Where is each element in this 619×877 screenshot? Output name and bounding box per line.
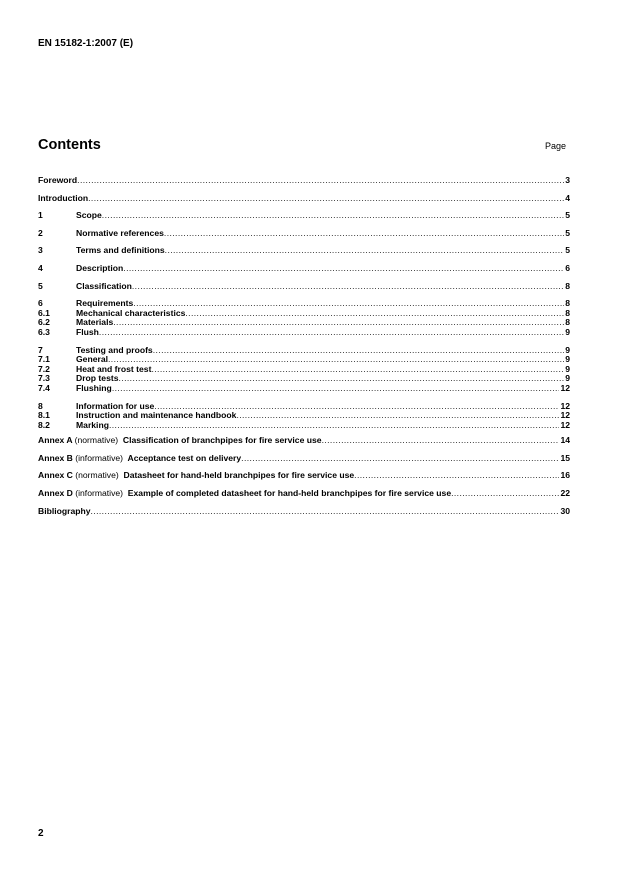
- toc-entry-page: 9: [565, 326, 570, 337]
- toc-entry-title: Classification of branchpipes for fire service use: [122, 435, 322, 446]
- toc-entry-page: 16: [560, 470, 570, 481]
- toc-entry-title: Terms and definitions: [76, 245, 165, 256]
- toc-entry-page: 5: [565, 227, 570, 238]
- toc-entry-mechanical[interactable]: [38, 309, 570, 319]
- toc-entry-page: 5: [565, 245, 570, 256]
- toc-entry-title: Scope: [76, 210, 102, 221]
- toc-entry-number: 8.1: [38, 410, 50, 421]
- toc-entry-number: 7.4: [38, 382, 50, 393]
- toc-entry-title: Mechanical characteristics: [76, 307, 186, 318]
- toc-entry-page: 3: [565, 175, 570, 185]
- toc-entry-title: Acceptance test on delivery: [127, 452, 242, 463]
- toc-entry-title: Datasheet for hand-held branchpipes for fire service use: [123, 470, 355, 481]
- toc-entry-annex-d[interactable]: [38, 489, 570, 499]
- document-id: EN 15182-1:2007 (E): [38, 38, 134, 49]
- toc-entry-page: 9: [565, 373, 570, 384]
- toc-entry-page: 12: [560, 400, 570, 411]
- toc-entry-page: 12: [560, 410, 570, 421]
- table-of-contents: [38, 176, 570, 516]
- toc-entry-page: 9: [565, 344, 570, 355]
- toc-entry-number: 6.3: [38, 326, 50, 337]
- toc-entry-page: 15: [560, 452, 570, 463]
- toc-entry-number: 3: [38, 245, 43, 256]
- annex-qualifier: (informative): [75, 452, 124, 463]
- toc-entry-bibliography[interactable]: [38, 507, 570, 517]
- toc-entry-materials[interactable]: [38, 318, 570, 328]
- toc-entry-title: Example of completed datasheet for hand-held branchpipes for fire service use: [127, 488, 452, 499]
- toc-entry-page: 30: [560, 505, 570, 516]
- toc-entry-title: Materials: [76, 317, 114, 328]
- toc-entry-classification[interactable]: [38, 282, 570, 292]
- annex-qualifier: (informative): [75, 488, 124, 499]
- page-number: 2: [38, 828, 44, 839]
- toc-entry-title: Classification: [76, 280, 132, 291]
- toc-entry-page: 4: [565, 192, 570, 203]
- toc-entry-title: Heat and frost test: [76, 363, 152, 374]
- toc-entry-number: 7.1: [38, 354, 50, 365]
- toc-entry-page: 22: [560, 488, 570, 499]
- toc-entry-flushing[interactable]: [38, 384, 570, 394]
- toc-entry-drop-tests[interactable]: [38, 374, 570, 384]
- toc-entry-title: Flush: [76, 326, 99, 337]
- toc-entry-title: Requirements: [76, 298, 134, 309]
- toc-entry-title: Instruction and maintenance handbook: [76, 410, 237, 421]
- toc-entry-annex-b[interactable]: [38, 454, 570, 464]
- toc-entry-page: 12: [560, 419, 570, 430]
- toc-entry-annex-a[interactable]: [38, 436, 570, 446]
- toc-entry-number: 7.3: [38, 373, 50, 384]
- annex-label: Annex B: [38, 452, 73, 463]
- annex-qualifier: (normative): [75, 470, 119, 481]
- toc-entry-title: Testing and proofs: [76, 344, 153, 355]
- toc-entry-title: Description: [76, 262, 124, 273]
- toc-entry-page: 9: [565, 363, 570, 374]
- toc-entry-page: 5: [565, 210, 570, 221]
- toc-entry-page: 6: [565, 262, 570, 273]
- annex-label: Annex C: [38, 470, 73, 481]
- toc-entry-number: 8: [38, 400, 43, 411]
- toc-entry-number: 6: [38, 298, 43, 309]
- toc-entry-description[interactable]: [38, 264, 570, 274]
- toc-entry-page: 12: [560, 382, 570, 393]
- toc-entry-flush[interactable]: [38, 328, 570, 338]
- toc-entry-annex-c[interactable]: [38, 471, 570, 481]
- toc-entry-title: Marking: [76, 419, 109, 430]
- toc-entry-page: 8: [565, 280, 570, 291]
- toc-entry-page: 8: [565, 298, 570, 309]
- toc-entry-introduction[interactable]: [38, 194, 570, 204]
- toc-entry-number: 5: [38, 280, 43, 291]
- toc-entry-number: 1: [38, 210, 43, 221]
- toc-entry-number: 6.1: [38, 307, 50, 318]
- annex-label: Annex D: [38, 488, 73, 499]
- toc-entry-handbook[interactable]: [38, 411, 570, 421]
- toc-entry-number: 4: [38, 262, 43, 273]
- toc-entry-scope[interactable]: [38, 211, 570, 221]
- toc-entry-testing[interactable]: [38, 346, 570, 356]
- toc-entry-normative-references[interactable]: [38, 229, 570, 239]
- toc-entry-marking[interactable]: [38, 421, 570, 431]
- toc-entry-page: 9: [565, 354, 570, 365]
- toc-entry-title: Normative references: [76, 227, 164, 238]
- toc-entry-title: Information for use: [76, 400, 155, 411]
- toc-entry-title: General: [76, 354, 109, 365]
- annex-qualifier: (normative): [74, 435, 119, 446]
- toc-entry-title: Introduction: [38, 192, 89, 203]
- toc-entry-page: 14: [560, 435, 570, 446]
- toc-entry-title: Foreword: [38, 175, 78, 185]
- toc-entry-number: 8.2: [38, 419, 50, 430]
- toc-entry-number: 7: [38, 344, 43, 355]
- contents-heading: Contents: [38, 137, 101, 153]
- toc-entry-number: 7.2: [38, 363, 50, 374]
- toc-entry-number: 6.2: [38, 317, 50, 328]
- toc-entry-number: 2: [38, 227, 43, 238]
- toc-entry-terms[interactable]: [38, 246, 570, 256]
- toc-entry-foreword[interactable]: [38, 176, 570, 186]
- toc-entry-title: Flushing: [76, 382, 112, 393]
- toc-entry-page: 8: [565, 307, 570, 318]
- toc-entry-title: Drop tests: [76, 373, 119, 384]
- toc-entry-page: 8: [565, 317, 570, 328]
- toc-entry-title: Bibliography: [38, 505, 91, 516]
- annex-label: Annex A: [38, 435, 73, 446]
- page-column-label: Page: [545, 141, 567, 151]
